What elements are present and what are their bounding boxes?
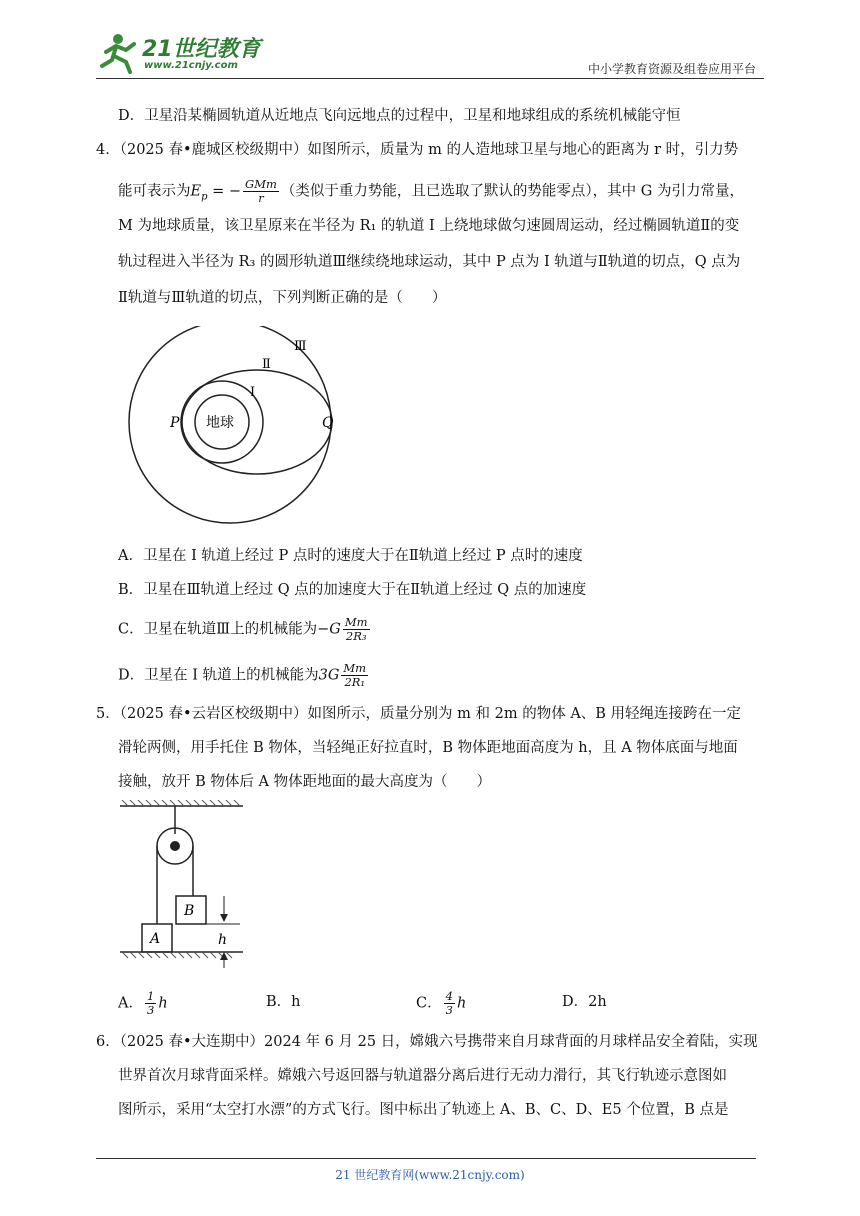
- q-label: Q: [322, 415, 334, 431]
- logo-text: 21世纪教育: [142, 37, 261, 62]
- orbit-diagram: [110, 326, 350, 526]
- q4-line1: 4．（2025 春•鹿城区校级期中）如图所示，质量为 m 的人造地球卫星与地心的距离为 r 时，引力势: [96, 142, 739, 158]
- footer-text[interactable]: 21 世纪教育网(www.21cnjy.com): [335, 1168, 525, 1182]
- orbit-3-label: Ⅲ: [294, 339, 307, 354]
- q6-line1: 6．（2025 春•大连期中）2024 年 6 月 25 日，嫦娥六号携带来自月球背面的月球样品安全着陆，实现: [96, 1034, 758, 1050]
- q5-option-d: D．2h: [562, 994, 607, 1010]
- logo: [96, 30, 266, 76]
- q4-option-d: D．卫星在 Ⅰ 轨道上的机械能为3G $\frac{Mm}{\text{2R₁}}$: [118, 661, 367, 689]
- logo-url: www.21cnjy.com: [144, 60, 238, 71]
- q4-option-a: A．卫星在 Ⅰ 轨道上经过 P 点时的速度大于在Ⅱ轨道上经过 P 点时的速度: [118, 548, 583, 564]
- svg-text:B: B: [184, 903, 195, 919]
- q5-option-c: C． $\frac{4}{3}$ h: [416, 989, 467, 1017]
- q6-line2: 世界首次月球背面采样。嫦娥六号返回器与轨道器分离后进行无动力滑行，其飞行轨迹示意图如: [118, 1068, 727, 1084]
- prev-option-d: D．卫星沿某椭圆轨道从近地点飞向远地点的过程中，卫星和地球组成的系统机械能守恒: [118, 108, 681, 124]
- p-label: P: [170, 415, 180, 431]
- q5-option-a: A． $\frac{1}{3}$ h: [118, 989, 168, 1017]
- orbit-1-label: Ⅰ: [250, 385, 256, 400]
- q4-energy-fraction: $\frac{\text{GMm}}{r}$: [245, 177, 277, 205]
- q4-line4: 轨过程进入半径为 R₃ 的圆形轨道Ⅲ继续绕地球运动，其中 P 点为 Ⅰ 轨道与Ⅱ轨道的切点，Q 点为: [118, 254, 741, 270]
- q6-line3: 图所示，采用“太空打水漂”的方式飞行。图中标出了轨迹上 A、B、C、D、E5 个位置，B 点是: [118, 1102, 729, 1118]
- q4-option-c: C．卫星在轨道Ⅲ上的机械能为−G $\frac{Mm}{\text{2R₃}}$: [118, 615, 368, 643]
- q4-line2: 能可表示为$E_p$ = − $\frac{\text{GMm}}{r}$ （类似于重力势能，且已选取了默认的势能零点），其中 G 为引力常量，: [118, 177, 744, 205]
- earth-label: 地球: [206, 415, 234, 431]
- footer-rule: [96, 1158, 756, 1159]
- pulley-diagram: [118, 800, 248, 970]
- q5-option-b: B．h: [266, 994, 301, 1010]
- q4-line3: M 为地球质量，该卫星原来在半径为 R₁ 的轨道 Ⅰ 上绕地球做匀速圆周运动，经过椭圆轨道Ⅱ的变: [118, 218, 740, 234]
- q5-line1: 5．（2025 春•云岩区校级期中）如图所示，质量分别为 m 和 2m 的物体 A、B 用轻绳连接跨在一定: [96, 706, 742, 722]
- header-rule: [96, 78, 764, 79]
- svg-text:A: A: [150, 931, 161, 947]
- orbit-2-label: Ⅱ: [262, 357, 271, 372]
- q4-line5: Ⅱ轨道与Ⅲ轨道的切点，下列判断正确的是（ ）: [118, 290, 447, 306]
- q4-option-b: B．卫星在Ⅲ轨道上经过 Q 点的加速度大于在Ⅱ轨道上经过 Q 点的加速度: [118, 582, 587, 598]
- svg-text:h: h: [218, 932, 228, 948]
- q5-line3: 接触，放开 B 物体后 A 物体距地面的最大高度为（ ）: [118, 774, 492, 790]
- q5-line2: 滑轮两侧，用手托住 B 物体，当轻绳正好拉直时，B 物体距地面高度为 h，且 A 物体底面与地面: [118, 740, 738, 756]
- header-platform-text: 中小学教育资源及组卷应用平台: [587, 62, 756, 76]
